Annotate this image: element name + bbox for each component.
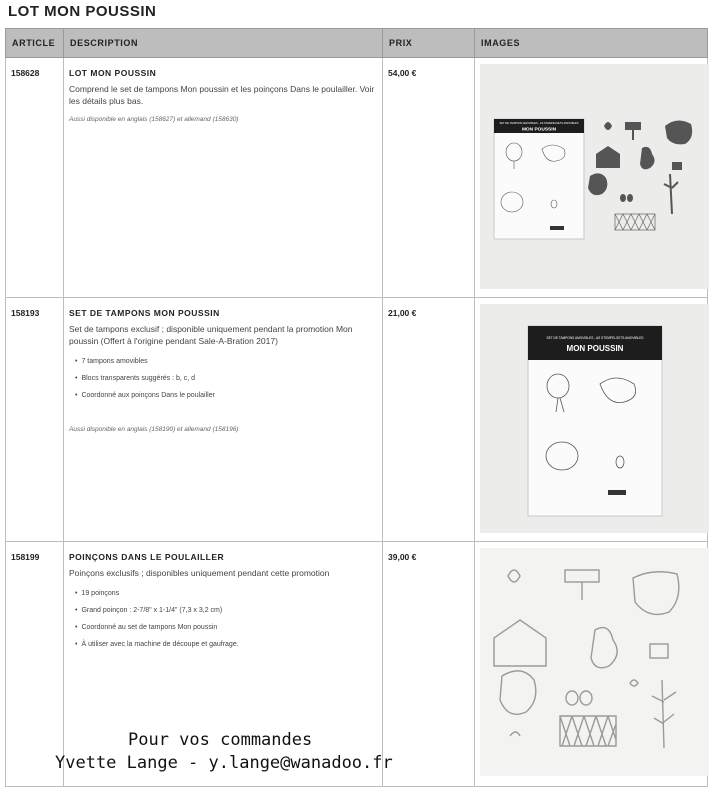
article-cell — [6, 58, 64, 298]
table-row — [6, 542, 708, 787]
article-number: 158193 — [11, 308, 40, 318]
image-cell — [475, 298, 708, 542]
product-image-bundle — [480, 64, 709, 289]
product-price: 39,00 € — [388, 552, 417, 562]
table-header-row — [6, 29, 708, 58]
price-cell — [383, 58, 475, 298]
product-title: LOT MON POUSSIN — [69, 68, 157, 78]
product-description: Set de tampons exclusif ; disponible uniquement pendant la promotion Mon poussin (Offert à l'origine pendant Sale-A-Bration 2017) — [69, 324, 353, 346]
product-price: 21,00 € — [388, 308, 417, 318]
price-cell — [383, 542, 475, 787]
article-number: 158628 — [11, 68, 40, 78]
product-title: SET DE TAMPONS MON POUSSIN — [69, 308, 220, 318]
language-note: Aussi disponible en anglais (158627) et allemand (158630) — [69, 116, 239, 123]
feature-list — [69, 353, 377, 404]
product-image-stamp-set — [480, 304, 709, 533]
article-cell — [6, 542, 64, 787]
list-item: • Grand poinçon : 2-7/8" x 1-1/4" (7,3 x 3,2 cm) — [75, 602, 377, 619]
table-row — [6, 298, 708, 542]
page-title: LOT MON POUSSIN — [8, 3, 157, 20]
column-header-description: DESCRIPTION — [64, 29, 383, 58]
stamp-case-header: SET DE TAMPONS AMOVIBLES - AS STEMPELSETS AMOVIBLES — [546, 336, 644, 340]
column-header-images: IMAGES — [475, 29, 708, 58]
bundle-illustration — [480, 64, 709, 289]
feature-list — [69, 585, 377, 653]
product-description: Poinçons exclusifs ; disponibles uniquement pendant cette promotion — [69, 568, 330, 578]
product-image-dies — [480, 548, 709, 776]
product-title: POINÇONS DANS LE POULAILLER — [69, 552, 225, 562]
product-table — [5, 28, 708, 787]
stamp-case-header: SET DE TAMPONS AMOVIBLES - AS STEMPELSETS AMOVIBLES — [499, 122, 579, 125]
list-item: • Blocs transparents suggérés : b, c, d — [75, 370, 377, 387]
footer-order-line: Pour vos commandes — [128, 730, 313, 750]
stamp-case-title: MON POUSSIN — [521, 127, 557, 133]
list-item: • À utiliser avec la machine de découpe et gaufrage. — [75, 636, 377, 653]
price-cell — [383, 298, 475, 542]
article-number: 158199 — [11, 552, 40, 562]
stamp-case-title: MON POUSSIN — [566, 344, 624, 353]
product-price: 54,00 € — [388, 68, 417, 78]
image-cell — [475, 542, 708, 787]
footer-contact-line: Yvette Lange - y.lange@wanadoo.fr — [55, 753, 393, 773]
article-cell — [6, 298, 64, 542]
table-row — [6, 58, 708, 298]
description-cell — [64, 298, 383, 542]
list-item: • 7 tampons amovibles — [75, 353, 377, 370]
dies-illustration — [480, 548, 709, 776]
language-note: Aussi disponible en anglais (158190) et allemand (158196) — [69, 426, 239, 433]
description-cell — [64, 58, 383, 298]
list-item: • Coordonné au set de tampons Mon poussin — [75, 619, 377, 636]
stamp-set-illustration — [480, 304, 709, 533]
column-header-article: ARTICLE — [6, 29, 64, 58]
image-cell — [475, 58, 708, 298]
list-item: • Coordonné aux poinçons Dans le poulailler — [75, 387, 377, 404]
list-item: • 19 poinçons — [75, 585, 377, 602]
product-description: Comprend le set de tampons Mon poussin et les poinçons Dans le poulailler. Voir les détails plus bas. — [69, 84, 375, 106]
column-header-price: PRIX — [383, 29, 475, 58]
